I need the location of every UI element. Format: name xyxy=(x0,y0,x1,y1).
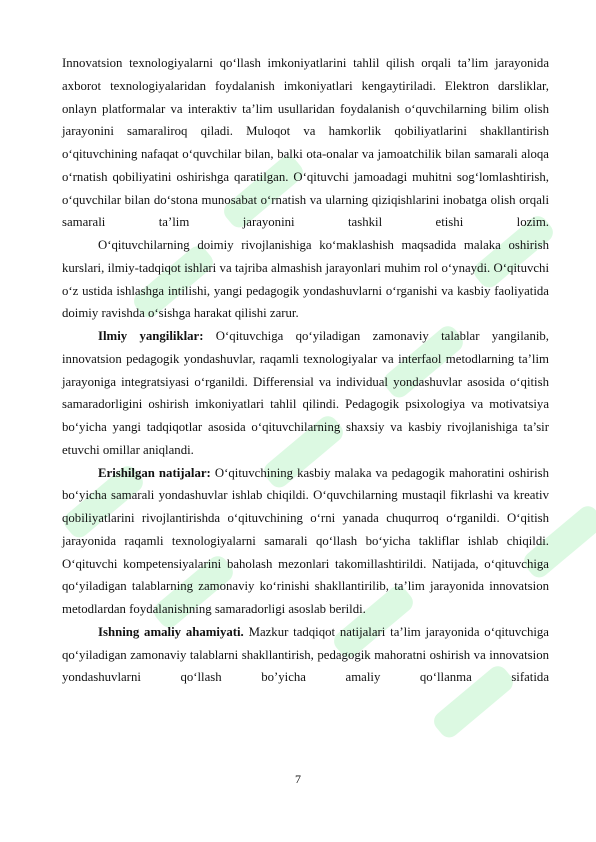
document-body xyxy=(62,52,549,689)
paragraph-2 xyxy=(62,234,549,325)
paragraph-scientific-novelty xyxy=(62,325,549,462)
paragraph-1-text: Innovatsion texnologiyalarni qo‘llash imkoniyatlarini tahlil qilish orqali ta’lim jarayonida axborot texnologiyalaridan foydalanish imkoniyatlari kengaytiriladi. Elektron darsliklar, onlayn platformalar va interaktiv ta’lim usullaridan foydalanish o‘quvchilarning bilim olish jarayonini samaraliroq qiladi. Muloqot va hamkorlik qobiliyatlarini shakllantirish o‘qituvchining nafaqat o‘quvchilar bilan, balki ota-onalar va jamoatchilik bilan samarali aloqa o‘rnatish qobiliyatini oshirishga qaratilgan. O‘qituvchi jamoadagi muhitni sog‘lomlashtirish, o‘quvchilar bilan do‘stona munosabat o‘rnatish va ularning qiziqishlarini inobatga olish orqali samarali ta’lim jarayonini tashkil etishi lozim. xyxy=(62,56,549,230)
practical-significance-text: Mazkur tadqiqot natijalari ta’lim jarayonida o‘qituvchiga qo‘yiladigan zamonaviy talablarni shakllantirish, pedagogik mahoratni oshirish va innovatsion yondashuvlarni qo‘llash bo’yicha amaliy qo‘llanma sifatida xyxy=(62,624,549,685)
paragraph-achieved-results xyxy=(62,462,549,621)
paragraph-practical-significance xyxy=(62,621,549,689)
practical-significance-heading: Ishning amaliy ahamiyati. xyxy=(98,624,244,639)
achieved-results-text: O‘qituvchining kasbiy malaka va pedagogik mahoratini oshirish bo‘yicha samarali yondashuvlar ishlab chiqildi. O‘quvchilarning mustaqil fikrlashi va kreativ qobiliyatlarini rivojlantirishda o‘qituvchining o‘rni yanada chuqurroq o‘rganildi. O‘qitish jarayonida raqamli texnologiyalarni samarali qo‘llash bo‘yicha takliflar ishlab chiqildi. O‘qituvchi kompetensiyalarini baholash mezonlari takomillashtirildi. Natijada, o‘qituvchiga qo‘yiladigan talablarning zamonaviy ko‘rinishi shakllantirilib, ta’lim jarayonida innovatsion metodlardan foydalanishning samaradorligi asoslab berildi. xyxy=(62,465,549,616)
achieved-results-heading: Erishilgan natijalar: xyxy=(98,465,211,480)
page-number: 7 xyxy=(295,772,301,786)
scientific-novelty-heading: Ilmiy yangiliklar: xyxy=(98,329,204,343)
scientific-novelty-text: O‘qituvchiga qo‘yiladigan zamonaviy talablar yangilanib, innovatsion pedagogik yondashuvlar, raqamli texnologiyalar va interfaol metodlarning ta’lim jarayoniga integratsiyasi o‘rganildi. Differensial va individual yondashuvlar asosida o‘qitish samaradorligini oshirish imkoniyatlari tahlil qilindi. Pedagogik psixologiya va motivatsiya bo‘yicha yangi tadqiqotlar asosida o‘qituvchilarning shaxsiy va kasbiy rivojlanishiga ta’sir etuvchi omillar aniqlandi. xyxy=(62,329,549,457)
paragraph-2-text: O‘qituvchilarning doimiy rivojlanishiga ko‘maklashish maqsadida malaka oshirish kurslari, ilmiy-tadqiqot ishlari va tajriba almashish jarayonlari muhim rol o‘ynaydi. O‘qituvchi o‘z ustida ishlashga intilishi, yangi pedagogik yondashuvlarni o‘rganishi va kasbiy faoliyatida doimiy ravishda o‘sishga harakat qilishi zarur. xyxy=(62,238,549,321)
paragraph-1 xyxy=(62,52,549,234)
